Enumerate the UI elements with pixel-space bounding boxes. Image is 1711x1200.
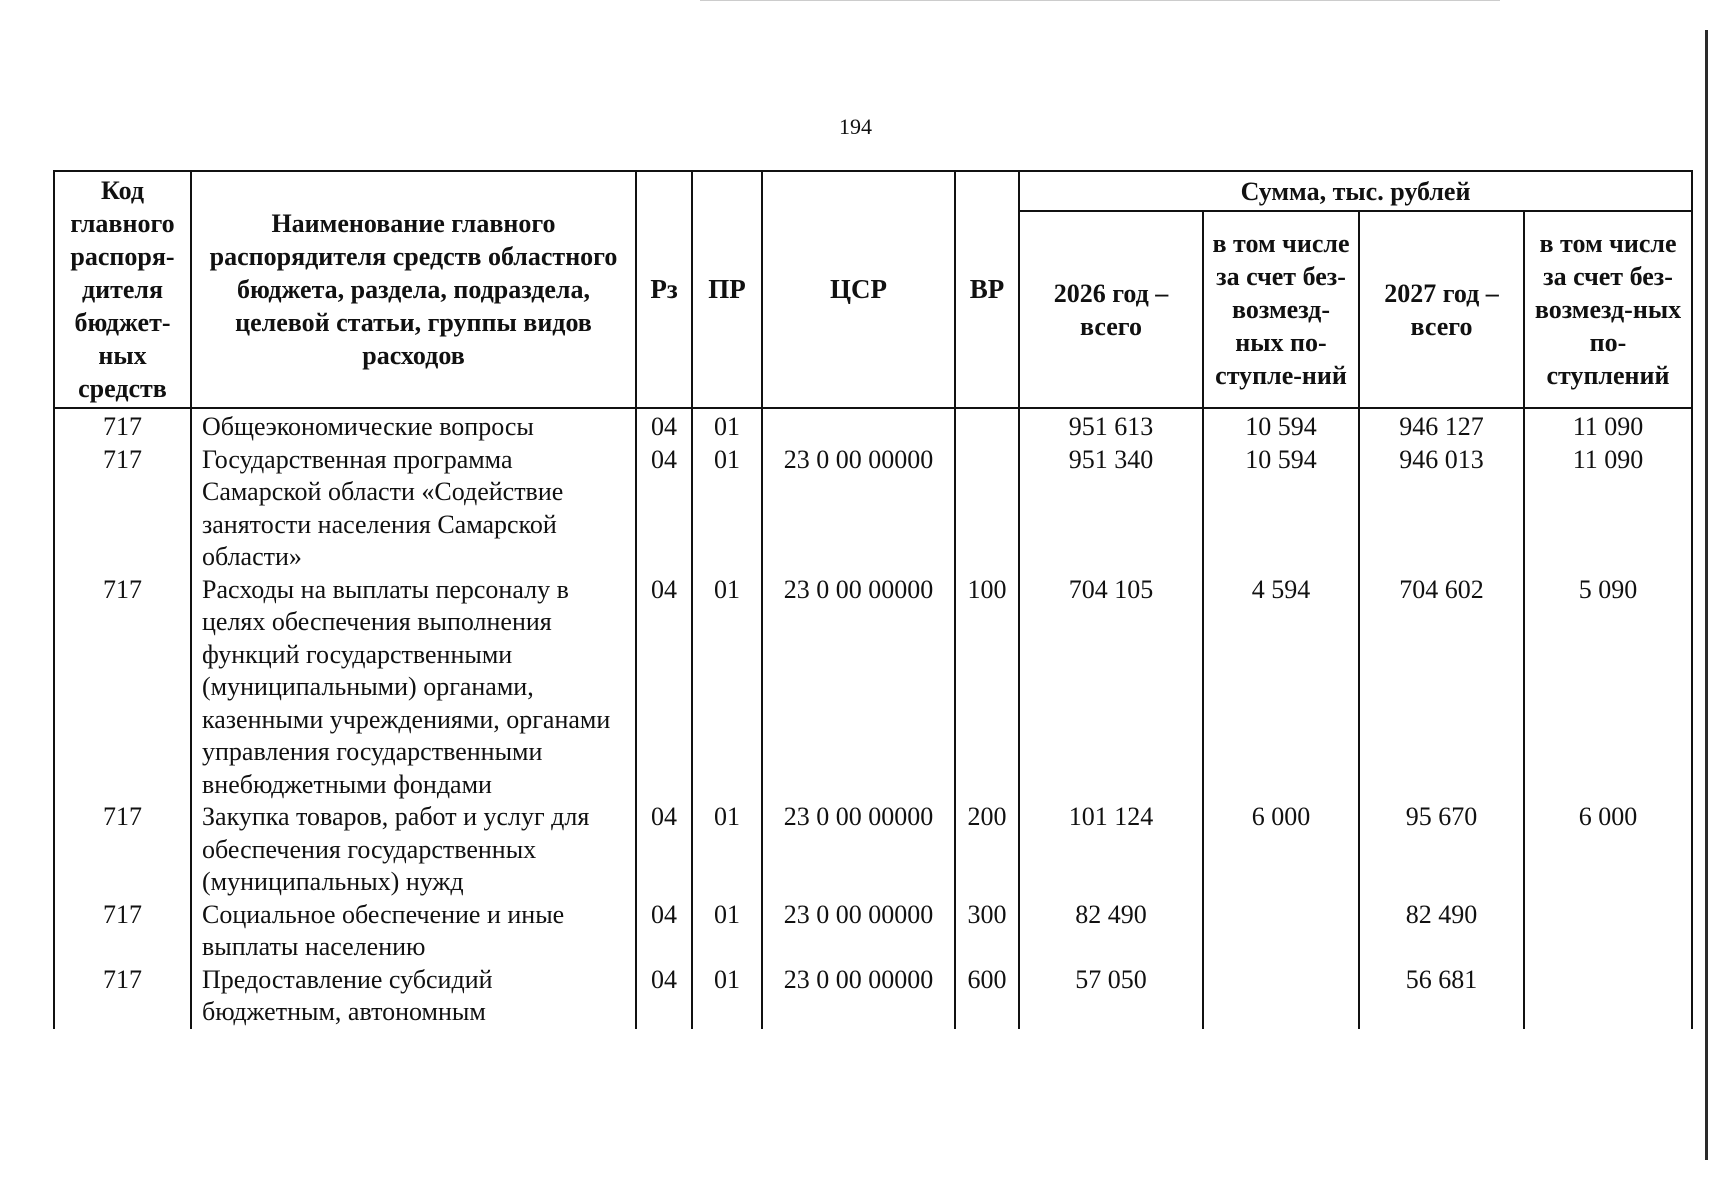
cell-vr: 200 bbox=[955, 801, 1019, 899]
cell-pr: 01 bbox=[692, 801, 762, 899]
cell-pr: 01 bbox=[692, 574, 762, 802]
table-body bbox=[54, 408, 1692, 1029]
table-row bbox=[54, 801, 1692, 899]
cell-code: 717 bbox=[54, 899, 191, 964]
header-pr: ПР bbox=[692, 171, 762, 408]
scan-top-edge bbox=[700, 0, 1500, 1]
header-2027-total: 2027 год – всего bbox=[1359, 211, 1524, 408]
cell-2027-free: 11 090 bbox=[1524, 444, 1692, 574]
cell-2027-total: 95 670 bbox=[1359, 801, 1524, 899]
header-rz: Рз bbox=[636, 171, 692, 408]
cell-vr: 600 bbox=[955, 964, 1019, 1029]
cell-code: 717 bbox=[54, 444, 191, 574]
cell-name: Расходы на выплаты персоналу в целях обеспечения выполнения функций государственными (муниципальными) органами, казенными учреждениями, органами управления государственными внебюджетными фондами bbox=[191, 574, 636, 802]
table-row bbox=[54, 408, 1692, 444]
cell-csr: 23 0 00 00000 bbox=[762, 964, 955, 1029]
cell-2026-free: 10 594 bbox=[1203, 408, 1359, 444]
header-sum: Сумма, тыс. рублей bbox=[1019, 171, 1692, 211]
header-2026-free: в том числе за счет без-возмезд-ных по-ступле-ний bbox=[1203, 211, 1359, 408]
cell-pr: 01 bbox=[692, 444, 762, 574]
header-csr: ЦСР bbox=[762, 171, 955, 408]
cell-vr bbox=[955, 444, 1019, 574]
header-name: Наименование главного распорядителя средств областного бюджета, раздела, подраздела, целевой статьи, группы видов расходов bbox=[191, 171, 636, 408]
cell-2027-free bbox=[1524, 964, 1692, 1029]
cell-csr: 23 0 00 00000 bbox=[762, 574, 955, 802]
cell-name: Государственная программа Самарской области «Содействие занятости населения Самарской области» bbox=[191, 444, 636, 574]
cell-code: 717 bbox=[54, 964, 191, 1029]
cell-code: 717 bbox=[54, 574, 191, 802]
cell-2026-free bbox=[1203, 899, 1359, 964]
cell-2026-total: 101 124 bbox=[1019, 801, 1203, 899]
cell-2027-total: 704 602 bbox=[1359, 574, 1524, 802]
cell-rz: 04 bbox=[636, 964, 692, 1029]
cell-2026-free bbox=[1203, 964, 1359, 1029]
cell-csr: 23 0 00 00000 bbox=[762, 899, 955, 964]
cell-2027-free: 5 090 bbox=[1524, 574, 1692, 802]
cell-2026-free: 4 594 bbox=[1203, 574, 1359, 802]
cell-name: Предоставление субсидий бюджетным, автономным bbox=[191, 964, 636, 1029]
header-2026-total: 2026 год – всего bbox=[1019, 211, 1203, 408]
cell-code: 717 bbox=[54, 801, 191, 899]
cell-pr: 01 bbox=[692, 899, 762, 964]
header-2027-free: в том числе за счет без-возмезд-ных по-ступлений bbox=[1524, 211, 1692, 408]
cell-vr bbox=[955, 408, 1019, 444]
cell-2027-total: 946 013 bbox=[1359, 444, 1524, 574]
cell-2026-free: 6 000 bbox=[1203, 801, 1359, 899]
header-code: Код главного распоря-дителя бюджет-ных средств bbox=[54, 171, 191, 408]
cell-rz: 04 bbox=[636, 574, 692, 802]
cell-2026-total: 951 340 bbox=[1019, 444, 1203, 574]
cell-pr: 01 bbox=[692, 408, 762, 444]
cell-vr: 100 bbox=[955, 574, 1019, 802]
cell-csr: 23 0 00 00000 bbox=[762, 801, 955, 899]
cell-2027-total: 946 127 bbox=[1359, 408, 1524, 444]
cell-2026-total: 951 613 bbox=[1019, 408, 1203, 444]
cell-2026-total: 57 050 bbox=[1019, 964, 1203, 1029]
budget-table bbox=[53, 170, 1693, 1029]
cell-2027-free: 11 090 bbox=[1524, 408, 1692, 444]
table-row bbox=[54, 899, 1692, 964]
scan-right-edge bbox=[1705, 30, 1708, 1160]
page-number: 194 bbox=[839, 114, 872, 139]
cell-code: 717 bbox=[54, 408, 191, 444]
cell-2027-total: 82 490 bbox=[1359, 899, 1524, 964]
cell-2026-free: 10 594 bbox=[1203, 444, 1359, 574]
cell-name: Общеэкономические вопросы bbox=[191, 408, 636, 444]
cell-2026-total: 704 105 bbox=[1019, 574, 1203, 802]
cell-pr: 01 bbox=[692, 964, 762, 1029]
table-row bbox=[54, 964, 1692, 1029]
cell-name: Социальное обеспечение и иные выплаты населению bbox=[191, 899, 636, 964]
cell-rz: 04 bbox=[636, 899, 692, 964]
cell-rz: 04 bbox=[636, 801, 692, 899]
cell-2027-total: 56 681 bbox=[1359, 964, 1524, 1029]
cell-rz: 04 bbox=[636, 444, 692, 574]
cell-rz: 04 bbox=[636, 408, 692, 444]
cell-2027-free: 6 000 bbox=[1524, 801, 1692, 899]
table-header bbox=[54, 171, 1692, 408]
table-row bbox=[54, 444, 1692, 574]
cell-vr: 300 bbox=[955, 899, 1019, 964]
cell-2027-free bbox=[1524, 899, 1692, 964]
cell-csr: 23 0 00 00000 bbox=[762, 444, 955, 574]
cell-name: Закупка товаров, работ и услуг для обеспечения государственных (муниципальных) нужд bbox=[191, 801, 636, 899]
cell-csr bbox=[762, 408, 955, 444]
cell-2026-total: 82 490 bbox=[1019, 899, 1203, 964]
header-vr: ВР bbox=[955, 171, 1019, 408]
table-row bbox=[54, 574, 1692, 802]
